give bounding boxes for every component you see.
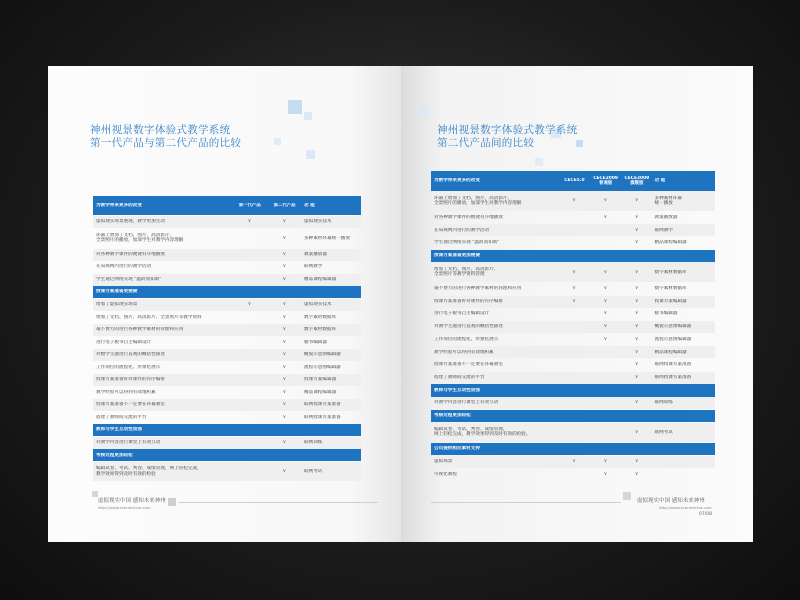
row-function: 概貌示意图编辑器 xyxy=(304,352,341,358)
row-label: 考核过程更加轻松 xyxy=(434,413,471,419)
row-label: 授课方案准备更便捷 xyxy=(96,289,138,295)
row-check: √ xyxy=(572,286,577,292)
row-label: 在局域网内进行的教学活动 xyxy=(434,227,490,233)
footer-url: http://www.scenechina.com xyxy=(659,505,712,510)
table-row xyxy=(431,423,715,443)
row-label: 搭建了教师间交流的平台 xyxy=(96,414,147,420)
row-function: 联网考试 xyxy=(654,429,673,435)
row-function: 联网授课方案准备 xyxy=(304,402,341,408)
row-function: 联网训练 xyxy=(304,440,323,445)
row-check: √ xyxy=(282,251,287,257)
row-label: 毫不费力的进行各种教学素材的管理和应用 xyxy=(96,327,184,333)
decor-square xyxy=(623,492,631,500)
row-check: √ xyxy=(603,458,608,464)
title-line-2: 第一代产品与第二代产品的比较 xyxy=(90,137,242,149)
table-row xyxy=(431,212,715,224)
comparison-table-right xyxy=(431,171,715,481)
row-check: √ xyxy=(635,311,639,317)
row-label: 教师与学生互动性加强 xyxy=(96,427,142,433)
row-function: 联网考试 xyxy=(304,468,323,474)
row-label: 授课方案准备不一定要在环幕教室 xyxy=(434,362,503,368)
row-label: 工作岗位的流程化、形象化展示 xyxy=(96,364,161,370)
row-label: 进行电子板书自主编辑设计 xyxy=(434,311,490,317)
table-row xyxy=(93,374,361,386)
row-label: 授课方案准备不一定要在环幕教室 xyxy=(96,402,165,408)
row-label: 对数学主题进行直观的概括性描述 xyxy=(96,352,165,358)
footer-rule xyxy=(431,502,621,503)
row-label: 考核过程更加轻松 xyxy=(96,452,133,458)
row-function: 功 能 xyxy=(304,202,315,208)
row-check: √ xyxy=(603,214,608,220)
table-row xyxy=(93,216,361,228)
row-function: 教案播放器 xyxy=(304,251,327,257)
row-check: √ xyxy=(635,269,639,275)
row-function: 授课方案编辑器 xyxy=(304,377,337,383)
row-label: 对各种教学课件的便捷有序地播放 xyxy=(96,251,165,257)
row-label: 为教学带来更多的改变 xyxy=(434,178,480,184)
row-check: √ xyxy=(635,214,639,220)
row-function: 概貌示意图编辑器 xyxy=(654,324,692,330)
row-function: 数字素材数据库 xyxy=(304,314,337,320)
page-title xyxy=(437,124,577,150)
table-section-row xyxy=(431,384,715,396)
row-check: √ xyxy=(635,227,639,233)
row-function: 多种素材环幕 统一播放 xyxy=(654,195,683,207)
row-label: 增加了文档、图片、高清影片、 全景照片等教学资料管理 xyxy=(434,266,499,278)
row-function: 虚拟现实技术 xyxy=(304,302,332,308)
right-page xyxy=(401,66,753,542)
table-section-row xyxy=(93,286,361,298)
row-check: √ xyxy=(282,440,287,445)
row-check: √ xyxy=(635,240,639,246)
row-function: 流程示意图编辑器 xyxy=(304,364,341,370)
row-label: 虚拟场景 xyxy=(434,458,453,464)
footer-slogan: 虚拟现实中国 感知未来神州 xyxy=(637,498,705,504)
footer-url: http://www.scenechina.com xyxy=(98,505,151,510)
row-check: √ xyxy=(282,364,287,370)
row-check: √ xyxy=(635,362,639,368)
table-row xyxy=(431,283,715,295)
row-check: √ xyxy=(603,324,608,330)
row-check: √ xyxy=(282,327,287,333)
row-label: 授课方案准备好对课件的有序编排 xyxy=(434,298,503,304)
table-row xyxy=(431,397,715,409)
row-check: √ xyxy=(635,198,639,204)
table-row xyxy=(431,372,715,384)
row-label: 工作岗位的流程化、形象化展示 xyxy=(434,336,499,342)
row-check: √ xyxy=(282,235,287,241)
row-function: 数字素材数据库 xyxy=(304,327,337,333)
table-row xyxy=(431,456,715,468)
row-function: 联网训练 xyxy=(654,400,673,406)
row-label: 增加了文档、图片、高清影片、全景照片等教学资料 xyxy=(96,314,202,320)
table-row xyxy=(431,321,715,333)
row-check: 第二代产品 xyxy=(273,203,296,209)
row-function: 板书编辑器 xyxy=(654,311,678,317)
table-row xyxy=(93,336,361,348)
row-label: 对教学主题进行直观的概括性描述 xyxy=(434,324,503,330)
row-function: 精品课程编辑器 xyxy=(304,389,337,395)
row-function: 联网教学 xyxy=(304,264,323,270)
row-check: √ xyxy=(603,298,608,304)
decor-square xyxy=(288,100,302,114)
footer-rule xyxy=(178,502,378,503)
row-function: 多种素材环幕统一播放 xyxy=(304,235,350,241)
row-check: √ xyxy=(603,198,608,204)
row-label: 公司提供相应素材支持 xyxy=(434,446,480,452)
table-section-row xyxy=(93,424,361,436)
table-row xyxy=(93,311,361,323)
row-check: 第一代产品 xyxy=(238,203,261,209)
table-section-row xyxy=(431,410,715,422)
row-label: 教师与学生互动性加强 xyxy=(434,387,480,393)
row-label: 环幕上增加了文档、图片、高清影片、 全景照片的播放，加深学生对教学内容理解 xyxy=(434,195,522,207)
row-function: 联网授课方案准备 xyxy=(654,374,692,380)
table-section-row xyxy=(93,449,361,461)
row-check: √ xyxy=(248,219,252,225)
title-line-2: 第二代产品间的比较 xyxy=(437,137,535,149)
table-row xyxy=(93,362,361,374)
table-row xyxy=(431,468,715,480)
row-label: 在局域网内进行的教学活动 xyxy=(96,264,152,270)
row-check: √ xyxy=(282,389,287,395)
footer-slogan: 虚拟现实中国 感知未来神州 xyxy=(98,498,166,504)
comparison-table-left xyxy=(93,196,361,482)
table-row xyxy=(431,296,715,308)
table-row xyxy=(93,299,361,311)
row-label: 教学经验可以得到有效地积累 xyxy=(96,389,156,395)
row-check: √ xyxy=(282,468,287,474)
row-label: 进行电子板书自主编辑设计 xyxy=(96,339,152,345)
row-label: 授课方案准备好对课件的有序编排 xyxy=(96,377,165,383)
table-row xyxy=(93,412,361,424)
row-function: 数字素材数据库 xyxy=(654,269,687,275)
row-check: √ xyxy=(603,471,608,477)
table-row xyxy=(431,191,715,211)
row-check: √ xyxy=(282,302,287,308)
row-check: √ xyxy=(635,324,639,330)
row-check: √ xyxy=(635,429,639,435)
table-row xyxy=(93,437,361,449)
row-function: 功 能 xyxy=(654,178,666,184)
table-section-row xyxy=(431,443,715,455)
table-row xyxy=(431,308,715,320)
table-row xyxy=(93,229,361,248)
row-check: √ xyxy=(282,219,287,225)
table-row xyxy=(93,249,361,261)
row-label: 编辑试卷、考试、判卷、成绩管理，网上轻松完成， 教学效果得到及时有效的检验 xyxy=(96,466,202,477)
decor-square xyxy=(304,112,312,120)
table-header-row xyxy=(93,196,361,215)
row-check: √ xyxy=(572,298,577,304)
table-section-row xyxy=(431,250,715,262)
decor-square xyxy=(168,498,176,506)
decor-square xyxy=(535,158,543,166)
table-row xyxy=(431,334,715,346)
row-function: 精品课程编辑器 xyxy=(304,276,337,282)
row-function: 流程示意图编辑器 xyxy=(654,336,692,342)
row-function: 教案播放器 xyxy=(654,214,678,220)
row-check: CECE2009 普通版 xyxy=(593,175,618,186)
row-label: 授课方案准备更加便捷 xyxy=(434,253,480,259)
row-label: 学生通过网络实现 "温故而知新" xyxy=(96,276,162,282)
table-row xyxy=(93,462,361,481)
page-title xyxy=(90,124,241,150)
row-function: 精品课程编辑器 xyxy=(654,349,687,355)
row-function: 联网教学 xyxy=(654,227,673,233)
decor-square xyxy=(417,106,427,116)
table-row xyxy=(431,359,715,371)
row-check: √ xyxy=(282,276,287,282)
row-label: 为教学带来更多的改变 xyxy=(96,202,142,208)
row-check: √ xyxy=(635,400,639,406)
table-row xyxy=(93,387,361,399)
row-function: 虚拟现实技术 xyxy=(304,219,332,225)
row-check: CECE2009 旗舰版 xyxy=(624,175,650,186)
row-label: 虚拟现实场景展现，教学更加生动 xyxy=(96,219,165,225)
table-row xyxy=(93,274,361,286)
left-page xyxy=(48,66,401,542)
row-label: 教学经验可以得到有效地积累 xyxy=(434,349,494,355)
row-label: 环幕上增加了文档、图片、高清影片、 全景照片的播放，加深学生对教学内容理解 xyxy=(96,232,184,244)
decor-square xyxy=(306,150,315,159)
row-function: 数字素材数据库 xyxy=(654,286,687,292)
row-label: 搭建了教师间交流的平台 xyxy=(434,374,485,380)
row-label: 对教学内容进行课堂上有效互动 xyxy=(434,400,499,406)
table-row xyxy=(93,399,361,411)
row-label: 编辑试卷、考试、判卷、成绩管理， 网上轻松完成，教学效果得到及时有效的检验。 xyxy=(434,426,531,438)
row-check: √ xyxy=(248,302,252,308)
row-check: √ xyxy=(603,336,608,342)
title-line-1: 神州视景数字体验式教学系统 xyxy=(437,124,578,136)
table-row xyxy=(431,237,715,249)
row-label: 毫不费力的进行各种教学素材的管理和应用 xyxy=(434,286,522,292)
row-function: 板书编辑器 xyxy=(304,339,327,345)
row-check: √ xyxy=(635,374,639,380)
title-line-1: 神州视景数字体验式教学系统 xyxy=(90,124,231,136)
row-label: 学生通过网络实现 "温故而知新" xyxy=(434,240,500,246)
row-check: √ xyxy=(635,336,639,342)
table-row xyxy=(431,224,715,236)
table-row xyxy=(93,324,361,336)
row-check: √ xyxy=(572,198,577,204)
row-check: √ xyxy=(603,311,608,317)
row-check: √ xyxy=(635,349,639,355)
row-check: √ xyxy=(282,264,287,270)
row-check: √ xyxy=(635,471,639,477)
row-label: 对各种教学课件的便捷有序地播放 xyxy=(434,214,503,220)
row-check: √ xyxy=(282,402,287,408)
row-check: √ xyxy=(282,377,287,383)
table-row xyxy=(431,262,715,282)
table-header-row xyxy=(431,171,715,191)
row-function: 精品课程编辑器 xyxy=(654,240,687,246)
row-check: √ xyxy=(635,298,639,304)
row-function: 联网授课方案准备 xyxy=(304,414,341,420)
row-check: √ xyxy=(572,269,577,275)
row-check: √ xyxy=(635,286,639,292)
row-check: √ xyxy=(282,414,287,420)
row-check: √ xyxy=(282,339,287,345)
row-check: √ xyxy=(572,458,577,464)
row-check: CECE5.0 xyxy=(564,178,585,184)
row-label: 可视化教程 xyxy=(434,471,457,477)
table-row xyxy=(93,261,361,273)
row-check: √ xyxy=(603,269,608,275)
row-label: 对教学内容进行课堂上有效互动 xyxy=(96,440,161,445)
row-check: √ xyxy=(635,458,639,464)
row-check: √ xyxy=(282,314,287,320)
row-function: 授课方案编辑器 xyxy=(654,298,687,304)
table-row xyxy=(431,346,715,358)
page-number: 07/08 xyxy=(699,512,712,517)
row-check: √ xyxy=(282,352,287,358)
row-check: √ xyxy=(603,286,608,292)
row-function: 联网授课方案准备 xyxy=(654,362,692,368)
row-label: 增加了虚拟现实场景 xyxy=(96,302,138,308)
table-row xyxy=(93,349,361,361)
decor-square xyxy=(274,138,281,145)
